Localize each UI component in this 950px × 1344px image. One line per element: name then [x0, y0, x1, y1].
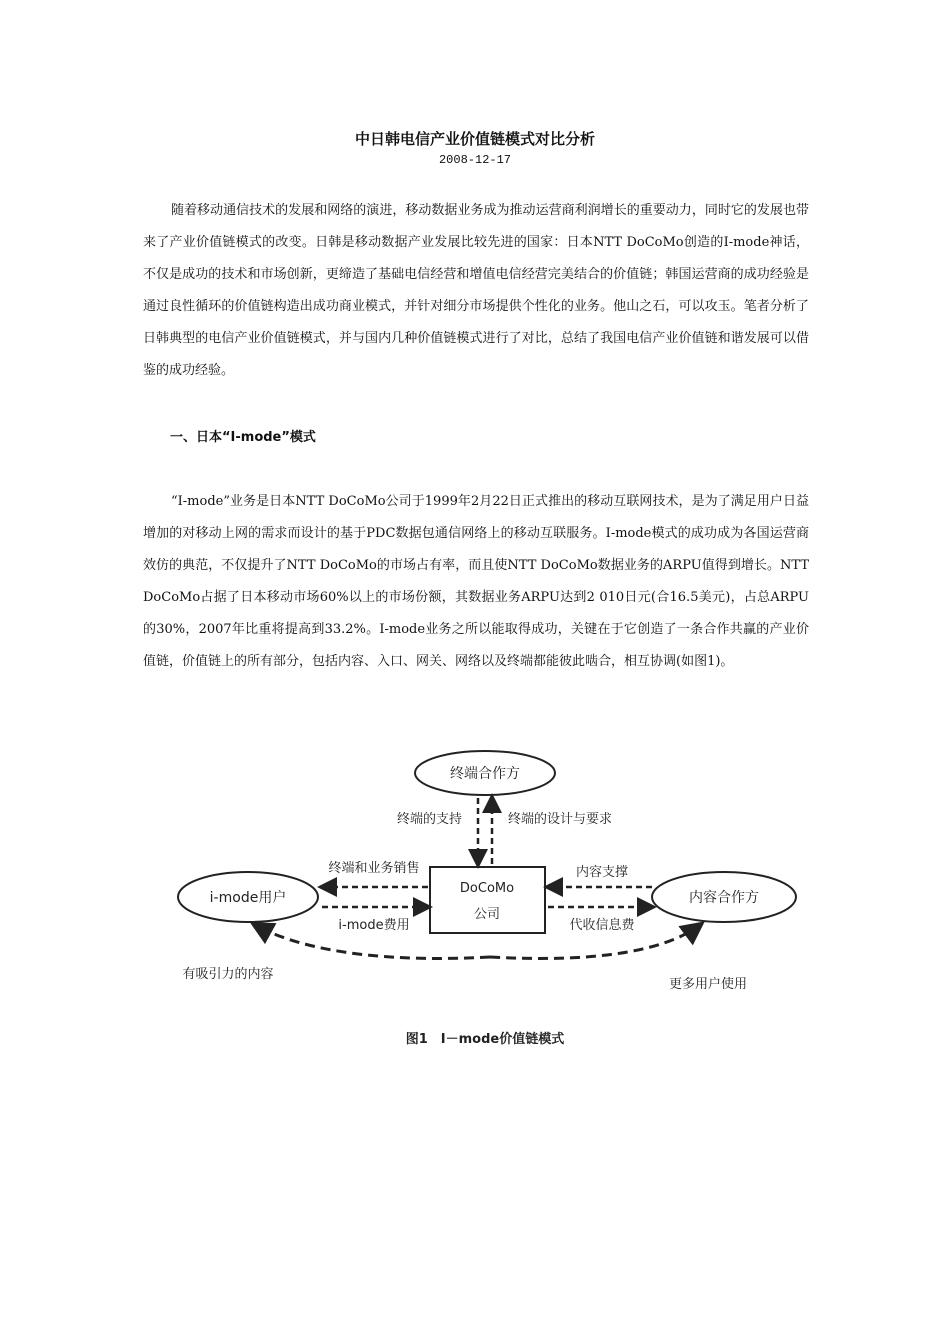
figure-caption: 图1 I－mode价值链模式 [405, 1032, 565, 1047]
terminal-partner-label: 终端合作方 [450, 766, 520, 782]
docomo-label-line2: 公司 [473, 907, 501, 922]
content-partner-label: 内容合作方 [689, 890, 759, 906]
docomo-node [430, 867, 545, 933]
terminal-design-label: 终端的设计与要求 [508, 812, 613, 827]
section-heading: 一、日本“I-mode”模式 [170, 430, 316, 445]
value-chain-figure [170, 740, 810, 1060]
document-date: 2008-12-17 [438, 153, 511, 167]
attractive-content-label: 有吸引力的内容 [182, 967, 274, 982]
content-support-label: 内容支撑 [575, 865, 629, 880]
intro-paragraph: 随着移动通信技术的发展和网络的演进，移动数据业务成为推动运营商利润增长的重要动力，同时它的发展也带来了产业价值链模式的改变。日韩是移动数据产业发展比较先进的国家：日本NTT DoCoMo创造的I-mode神话，不仅是成功的技术和市场创新，更缔造了基础电信经营和增值电信经营完美结合的价值链；韩国运营商的成功经验是通过良性循环的价值链构造出成功商业模式，并针对细分市场提供个性化的业务。他山之石，可以攻玉。笔者分析了日韩典型的电信产业价值链模式，并与国内几种价值链模式进行了对比，总结了我国电信产业价值链和谐发展可以借鉴的成功经验。 [143, 203, 809, 378]
section-body-paragraph: “I-mode”业务是日本NTT DoCoMo公司于1999年2月22日正式推出的移动互联网技术，是为了满足用户日益增加的对移动上网的需求而设计的基于PDC数据包通信网络上的移动互联服务。I-mode模式的成功成为各国运营商效仿的典范，不仅提升了NTT DoCoMo的市场占有率，而且使NTT DoCoMo数据业务的ARPU值得到增长。NTT DoCoMo占据了日本移动市场60%以上的市场份额，其数据业务ARPU达到2 010日元(合16.5美元)，占总ARPU的30%，2007年比重将提高到33.2%。I-mode业务之所以能取得成功，关键在于它创造了一条合作共赢的产业价值链，价值链上的所有部分，包括内容、入口、网关、网络以及终端都能彼此啮合，相互协调(如图1)。 [143, 494, 809, 669]
billing-label: 代收信息费 [569, 918, 635, 933]
document-title: 中日韩电信产业价值链模式对比分析 [354, 130, 595, 148]
docomo-label-line1: DoCoMo [459, 881, 515, 896]
user-label: i-mode用户 [209, 890, 287, 906]
terminal-sales-label: 终端和业务销售 [328, 861, 420, 876]
imode-fee-label: i-mode费用 [338, 918, 410, 933]
terminal-support-label: 终端的支持 [396, 812, 462, 827]
more-users-label: 更多用户使用 [668, 977, 748, 992]
